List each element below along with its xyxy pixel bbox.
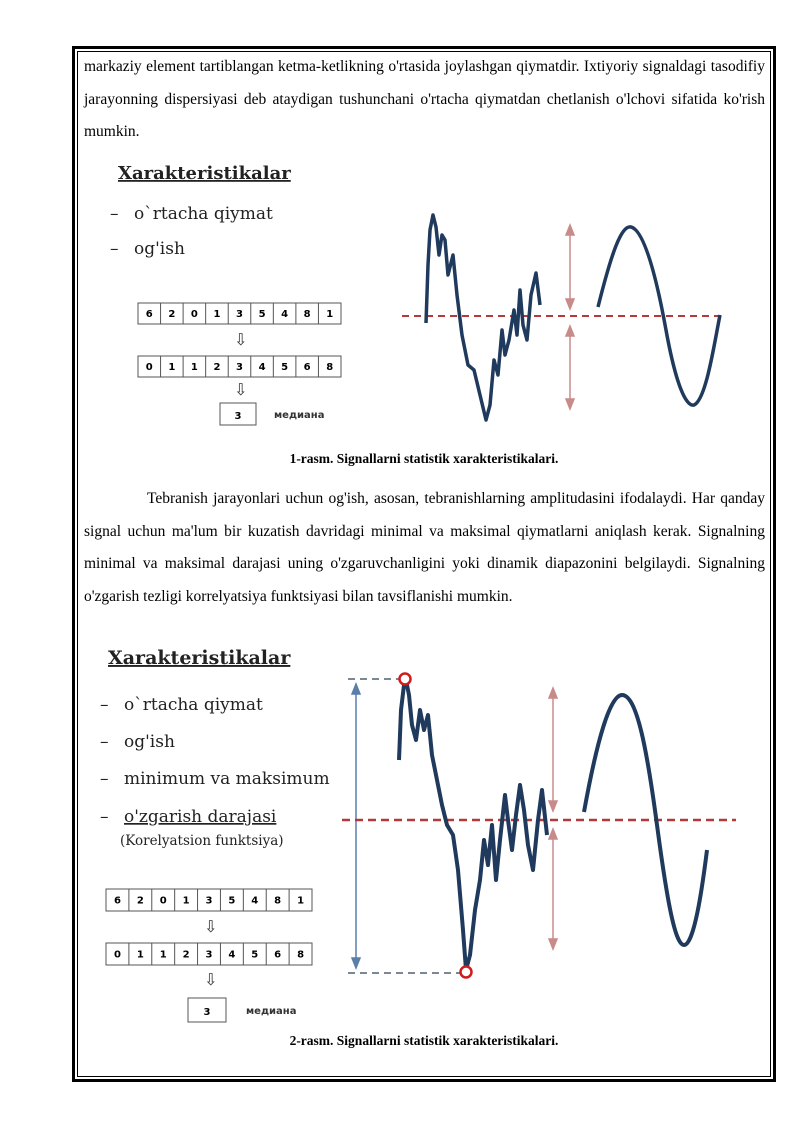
- fig1-title: Xarakteristikalar: [118, 163, 291, 184]
- fig2-bullet-dash: –: [100, 769, 109, 789]
- sequence-cell-value: 8: [297, 949, 305, 961]
- sequence-cell-value: 2: [136, 895, 144, 907]
- sequence-cell-value: 2: [213, 362, 221, 374]
- fig2-sub-item: (Korelyatsion funktsiya): [120, 833, 284, 849]
- sequence-cell-value: 0: [190, 309, 198, 321]
- fig2-bullet-dash: –: [100, 732, 109, 752]
- sequence-cell-value: 3: [236, 309, 243, 321]
- fig1-item-deviation: og'ish: [134, 239, 185, 259]
- sequence-cell-value: 5: [228, 895, 236, 907]
- sequence-cell-value: 0: [159, 895, 167, 907]
- fig2-item-variation: o'zgarish darajasi: [124, 807, 277, 827]
- fig1-bullet-dash: –: [110, 204, 119, 224]
- fig2-bullet-dash: –: [100, 807, 109, 827]
- sequence-cell-value: 6: [303, 362, 311, 374]
- fig2-title: Xarakteristikalar: [108, 647, 291, 669]
- sequence-cell-value: 6: [274, 949, 282, 961]
- sequence-cell-value: 1: [136, 949, 144, 961]
- sequence-cell-value: 5: [251, 949, 259, 961]
- figure-1: [96, 155, 736, 440]
- sequence-cell-value: 1: [182, 895, 190, 907]
- fig2-item-mean: o`rtacha qiymat: [124, 695, 263, 715]
- paragraph-dispersion: markaziy element tartiblangan ketma-ketlikning o'rtasida joylashgan qiymatdir. Ixtiyoriy signaldagi tasodifiy jarayonning dispersiyasi deb ataydigan tushunchani o'rtacha qiymatdan chetlanish o'lchovi sifatida ko'rish mumkin.: [84, 58, 765, 140]
- fig1-median-label: медиана: [274, 410, 325, 421]
- fig1-bullet-dash: –: [110, 239, 119, 259]
- fig1-caption: 1-rasm. Signallarni statistik xarakteristikalari.: [289, 451, 559, 466]
- sequence-cell-value: 3: [205, 895, 213, 907]
- sequence-cell-value: 8: [326, 362, 334, 374]
- fig1-arrow-down-icon: ⇩: [234, 380, 248, 399]
- fig1-unsorted-sequence: [138, 303, 341, 324]
- fig1-median-value: 3: [234, 411, 242, 422]
- sequence-cell-value: 6: [113, 895, 121, 907]
- fig2-item-deviation: og'ish: [124, 732, 175, 752]
- fig2-median-value: 3: [203, 1007, 211, 1018]
- sequence-cell-value: 2: [182, 949, 190, 961]
- sequence-cell-value: 8: [274, 895, 282, 907]
- fig2-bullet-dash: –: [100, 695, 109, 715]
- fig1-sorted-sequence: [138, 356, 341, 377]
- fig2-arrow-down-icon: ⇩: [204, 970, 218, 989]
- fig2-range-arrow: [352, 684, 360, 968]
- sequence-cell-value: 1: [297, 895, 305, 907]
- sequence-cell-value: 1: [326, 309, 334, 321]
- fig2-item-minmax: minimum va maksimum: [124, 769, 330, 789]
- figure-2: [92, 640, 740, 1032]
- sequence-cell-value: 3: [236, 362, 243, 374]
- sequence-cell-value: 6: [145, 309, 153, 321]
- fig1-item-mean: o`rtacha qiymat: [134, 204, 273, 224]
- fig2-random-signal: [399, 680, 547, 970]
- fig2-sorted-sequence: [106, 943, 312, 965]
- sequence-cell-value: 1: [190, 362, 198, 374]
- sequence-cell-value: 1: [168, 362, 176, 374]
- fig1-random-signal: [426, 215, 540, 420]
- sequence-cell-value: 1: [159, 949, 167, 961]
- fig2-deviation-arrows: [549, 688, 557, 949]
- fig2-caption: 2-rasm. Signallarni statistik xarakteristikalari.: [289, 1033, 559, 1048]
- fig2-max-marker: [400, 674, 411, 685]
- fig1-arrow-down-icon: ⇩: [234, 330, 248, 349]
- sequence-cell-value: 4: [258, 362, 266, 374]
- sequence-cell-value: 5: [258, 309, 266, 321]
- sequence-cell-value: 3: [205, 949, 213, 961]
- sequence-cell-value: 0: [145, 362, 153, 374]
- paragraph-deviation: Tebranish jarayonlari uchun og'ish, asosan, tebranishlarning amplitudasini ifodalaydi. Har qanday signal uchun ma'lum bir kuzatish davridagi minimal va maksimal qiymatlarni aniqlash kerak. Signalning minimal va maksimal darajasi uning o'zgaruvchanligini yoki dinamik diapazonini belgilaydi. Signalning o'zgarish tezligi korrelyatsiya funktsiyasi bilan tavsiflanishi mumkin.: [84, 490, 765, 605]
- sequence-cell-value: 4: [228, 949, 236, 961]
- fig2-median-label: медиана: [246, 1006, 297, 1017]
- sequence-cell-value: 5: [281, 362, 289, 374]
- fig2-min-marker: [461, 967, 472, 978]
- fig2-arrow-down-icon: ⇩: [204, 917, 218, 936]
- sequence-cell-value: 1: [213, 309, 221, 321]
- sequence-cell-value: 0: [113, 949, 121, 961]
- sequence-cell-value: 4: [281, 309, 289, 321]
- sequence-cell-value: 2: [168, 309, 176, 321]
- fig2-unsorted-sequence: [106, 889, 312, 911]
- sequence-cell-value: 4: [251, 895, 259, 907]
- sequence-cell-value: 8: [303, 309, 311, 321]
